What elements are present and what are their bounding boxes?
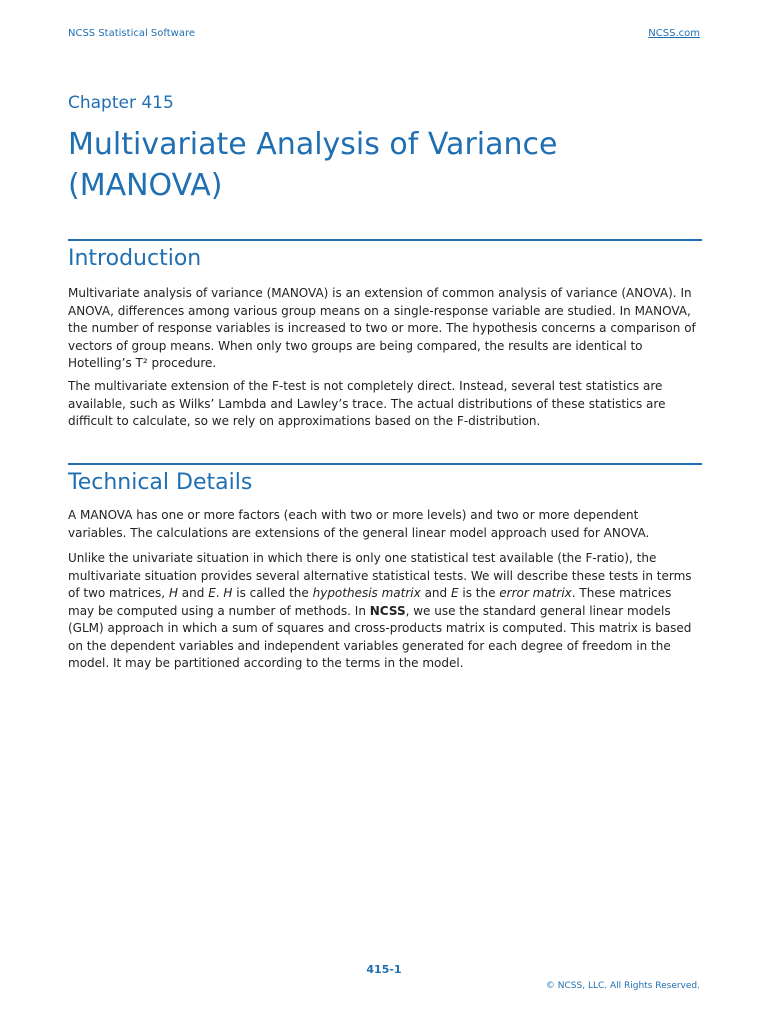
section-divider-technical [68,463,702,465]
page-title-line-2: (MANOVA) [68,168,223,203]
page-title-line-1: Multivariate Analysis of Variance [68,127,558,162]
text-run: Unlike the univariate situation in which there is only one statistical test available (the F-ratio), the multivariate situation provides several alternative statistical tests. We will describe these tests in terms of two matrices, [68,551,692,600]
section-heading-technical: Technical Details [68,470,253,495]
text-run: is the [458,586,500,600]
running-header [68,28,700,42]
page-title [68,124,700,206]
technical-paragraph-2 [68,550,700,673]
page-number: 415-1 [366,963,402,976]
ncss-bold: NCSS [369,603,406,618]
copyright-notice: © NCSS, LLC. All Rights Reserved. [545,981,700,991]
text-run: , we use the standard general linear models (GLM) approach in which a sum of squares and cross-products matrix is computed. This matrix is based on the dependent variables and independent variables generated for each degree of freedom in the model. It may be partitioned according to the terms in the model. [68,603,692,670]
term-error-matrix: error matrix [499,586,572,600]
text-run: and [177,586,209,600]
text-run: is called the [232,586,313,600]
symbol-e: E [450,586,459,600]
intro-paragraph-1: Multivariate analysis of variance (MANOVA) is an extension of common analysis of variance (ANOVA). In ANOVA, differences among various group means on a single-response variable are studied. In MANOVA, the number of response variables is increased to two or more. The hypothesis concerns a comparison of vectors of group means. When only two groups are being compared, the results are identical to Hotelling’s T² procedure. [68,286,696,370]
text-run: . These matrices may be computed using a number of methods. In [68,586,672,618]
intro-paragraph-2: The multivariate extension of the F-test is not completely direct. Instead, several test statistics are available, such as Wilks’ Lambda and Lawley’s trace. The actual distributions of these statistics are difficult to calculate, so we rely on approximations based on the F-distribution. [68,379,666,428]
symbol-h: H [168,586,178,600]
term-hypothesis-matrix: hypothesis matrix [312,586,421,600]
technical-paragraph-1: A MANOVA has one or more factors (each with two or more levels) and two or more dependent variables. The calculations are extensions of the general linear model approach used for ANOVA. [68,508,650,540]
section-divider-introduction [68,239,702,241]
symbol-h: H [223,586,233,600]
text-run: and [420,586,451,600]
software-name: NCSS Statistical Software [68,28,196,39]
chapter-label: Chapter 415 [68,93,174,113]
section-heading-introduction: Introduction [68,246,202,271]
symbol-e: E [208,586,216,600]
ncss-link[interactable]: NCSS.com [648,28,700,39]
text-run: . [215,586,224,600]
